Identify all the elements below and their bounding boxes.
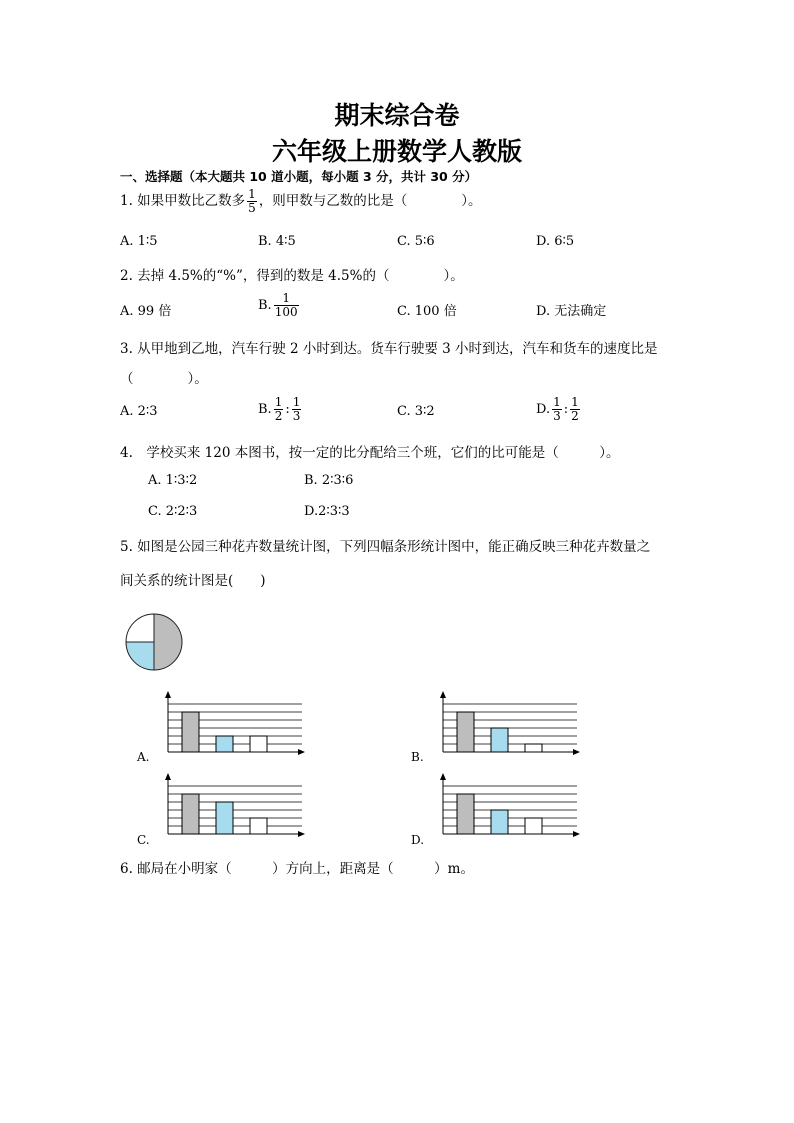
q3-option-a: A. 2∶3 <box>120 404 158 419</box>
question-1 <box>120 188 482 215</box>
bar-2 <box>216 736 233 752</box>
question-6: 6. 邮局在小明家（ ）方向上，距离是（ ）m。 <box>120 861 474 877</box>
bar-1 <box>457 712 474 752</box>
q1-option-c: C. 5∶6 <box>397 234 435 249</box>
q1-option-b: B. 4∶5 <box>258 234 296 249</box>
bar-1 <box>457 794 474 834</box>
bar-1 <box>182 794 199 834</box>
bar-3 <box>525 744 542 752</box>
q4-option-d: D.2∶3∶3 <box>304 504 350 519</box>
page-subtitle: 六年级上册数学人教版 <box>271 137 522 166</box>
bar-2 <box>491 810 508 834</box>
question-5-line1: 5. 如图是公园三种花卉数量统计图，下列四幅条形统计图中，能正确反映三种花卉数量之 <box>120 539 651 555</box>
q2-option-b-fraction: $\frac{1}{100}$ <box>274 291 298 319</box>
q2-option-a: A. 99 倍 <box>120 304 172 319</box>
pie-chart <box>124 612 184 672</box>
q4-option-c: C. 2∶2∶3 <box>148 504 198 519</box>
q4-option-b: B. 2∶3∶6 <box>304 473 354 488</box>
q1-text-before: 1. 如果甲数比乙数多 <box>120 193 246 209</box>
q4-option-a: A. 1∶3∶2 <box>148 473 198 488</box>
bar-2 <box>491 728 508 752</box>
bar-chart-a <box>160 688 310 758</box>
bar-3 <box>250 818 267 834</box>
pie-slice-blue <box>126 642 154 670</box>
q1-option-d: D. 6∶5 <box>536 234 575 249</box>
q1-text-after: ，则甲数与乙数的比是（ ）。 <box>258 193 482 209</box>
bar-3 <box>525 818 542 834</box>
question-4: 4. 学校买来 120 本图书，按一定的比分配给三个班，它们的比可能是（ ）。 <box>120 445 620 461</box>
q1-fraction: $\frac{1}{5}$ <box>248 187 256 215</box>
chart-label-a: A. <box>137 750 150 764</box>
question-2: 2. 去掉 4.5%的“%”，得到的数是 4.5%的（ ）。 <box>120 268 464 284</box>
q3-option-d: D. $\frac{1}{3}$ : $\frac{1}{2}$ <box>536 395 579 423</box>
q2-option-b: B. $\frac{1}{100}$ <box>258 291 298 319</box>
x-axis-arrow <box>573 831 580 837</box>
section-heading: 一、选择题（本大题共 10 道小题，每小题 3 分，共计 30 分） <box>120 169 478 184</box>
bar-chart-c <box>160 770 310 840</box>
pie-slice-gray <box>154 614 182 670</box>
bar-3 <box>250 736 267 752</box>
chart-label-d: D. <box>411 833 425 847</box>
bar-2 <box>216 802 233 834</box>
chart-label-c: C. <box>137 833 150 847</box>
q2-option-d: D. 无法确定 <box>536 304 607 319</box>
question-5-line2: 间关系的统计图是( ) <box>120 573 266 589</box>
y-axis-arrow <box>440 691 446 698</box>
question-3-line2: （ ）。 <box>120 371 208 387</box>
bar-1 <box>182 712 199 752</box>
x-axis-arrow <box>573 749 580 755</box>
bar-chart-b <box>435 688 585 758</box>
q2-option-c: C. 100 倍 <box>397 304 457 319</box>
chart-label-b: B. <box>411 750 424 764</box>
q3-option-b: B. $\frac{1}{2}$ : $\frac{1}{3}$ <box>258 395 301 423</box>
q1-option-a: A. 1∶5 <box>120 234 158 249</box>
q3-option-c: C. 3∶2 <box>397 404 435 419</box>
x-axis-arrow <box>298 831 305 837</box>
page-title: 期末综合卷 <box>334 101 460 130</box>
x-axis-arrow <box>298 749 305 755</box>
y-axis-arrow <box>440 773 446 780</box>
bar-chart-d <box>435 770 585 840</box>
question-3-line1: 3. 从甲地到乙地，汽车行驶 2 小时到达。货车行驶要 3 小时到达，汽车和货车的速度比是 <box>120 341 658 357</box>
pie-slice-white <box>126 614 154 642</box>
y-axis-arrow <box>165 773 171 780</box>
y-axis-arrow <box>165 691 171 698</box>
